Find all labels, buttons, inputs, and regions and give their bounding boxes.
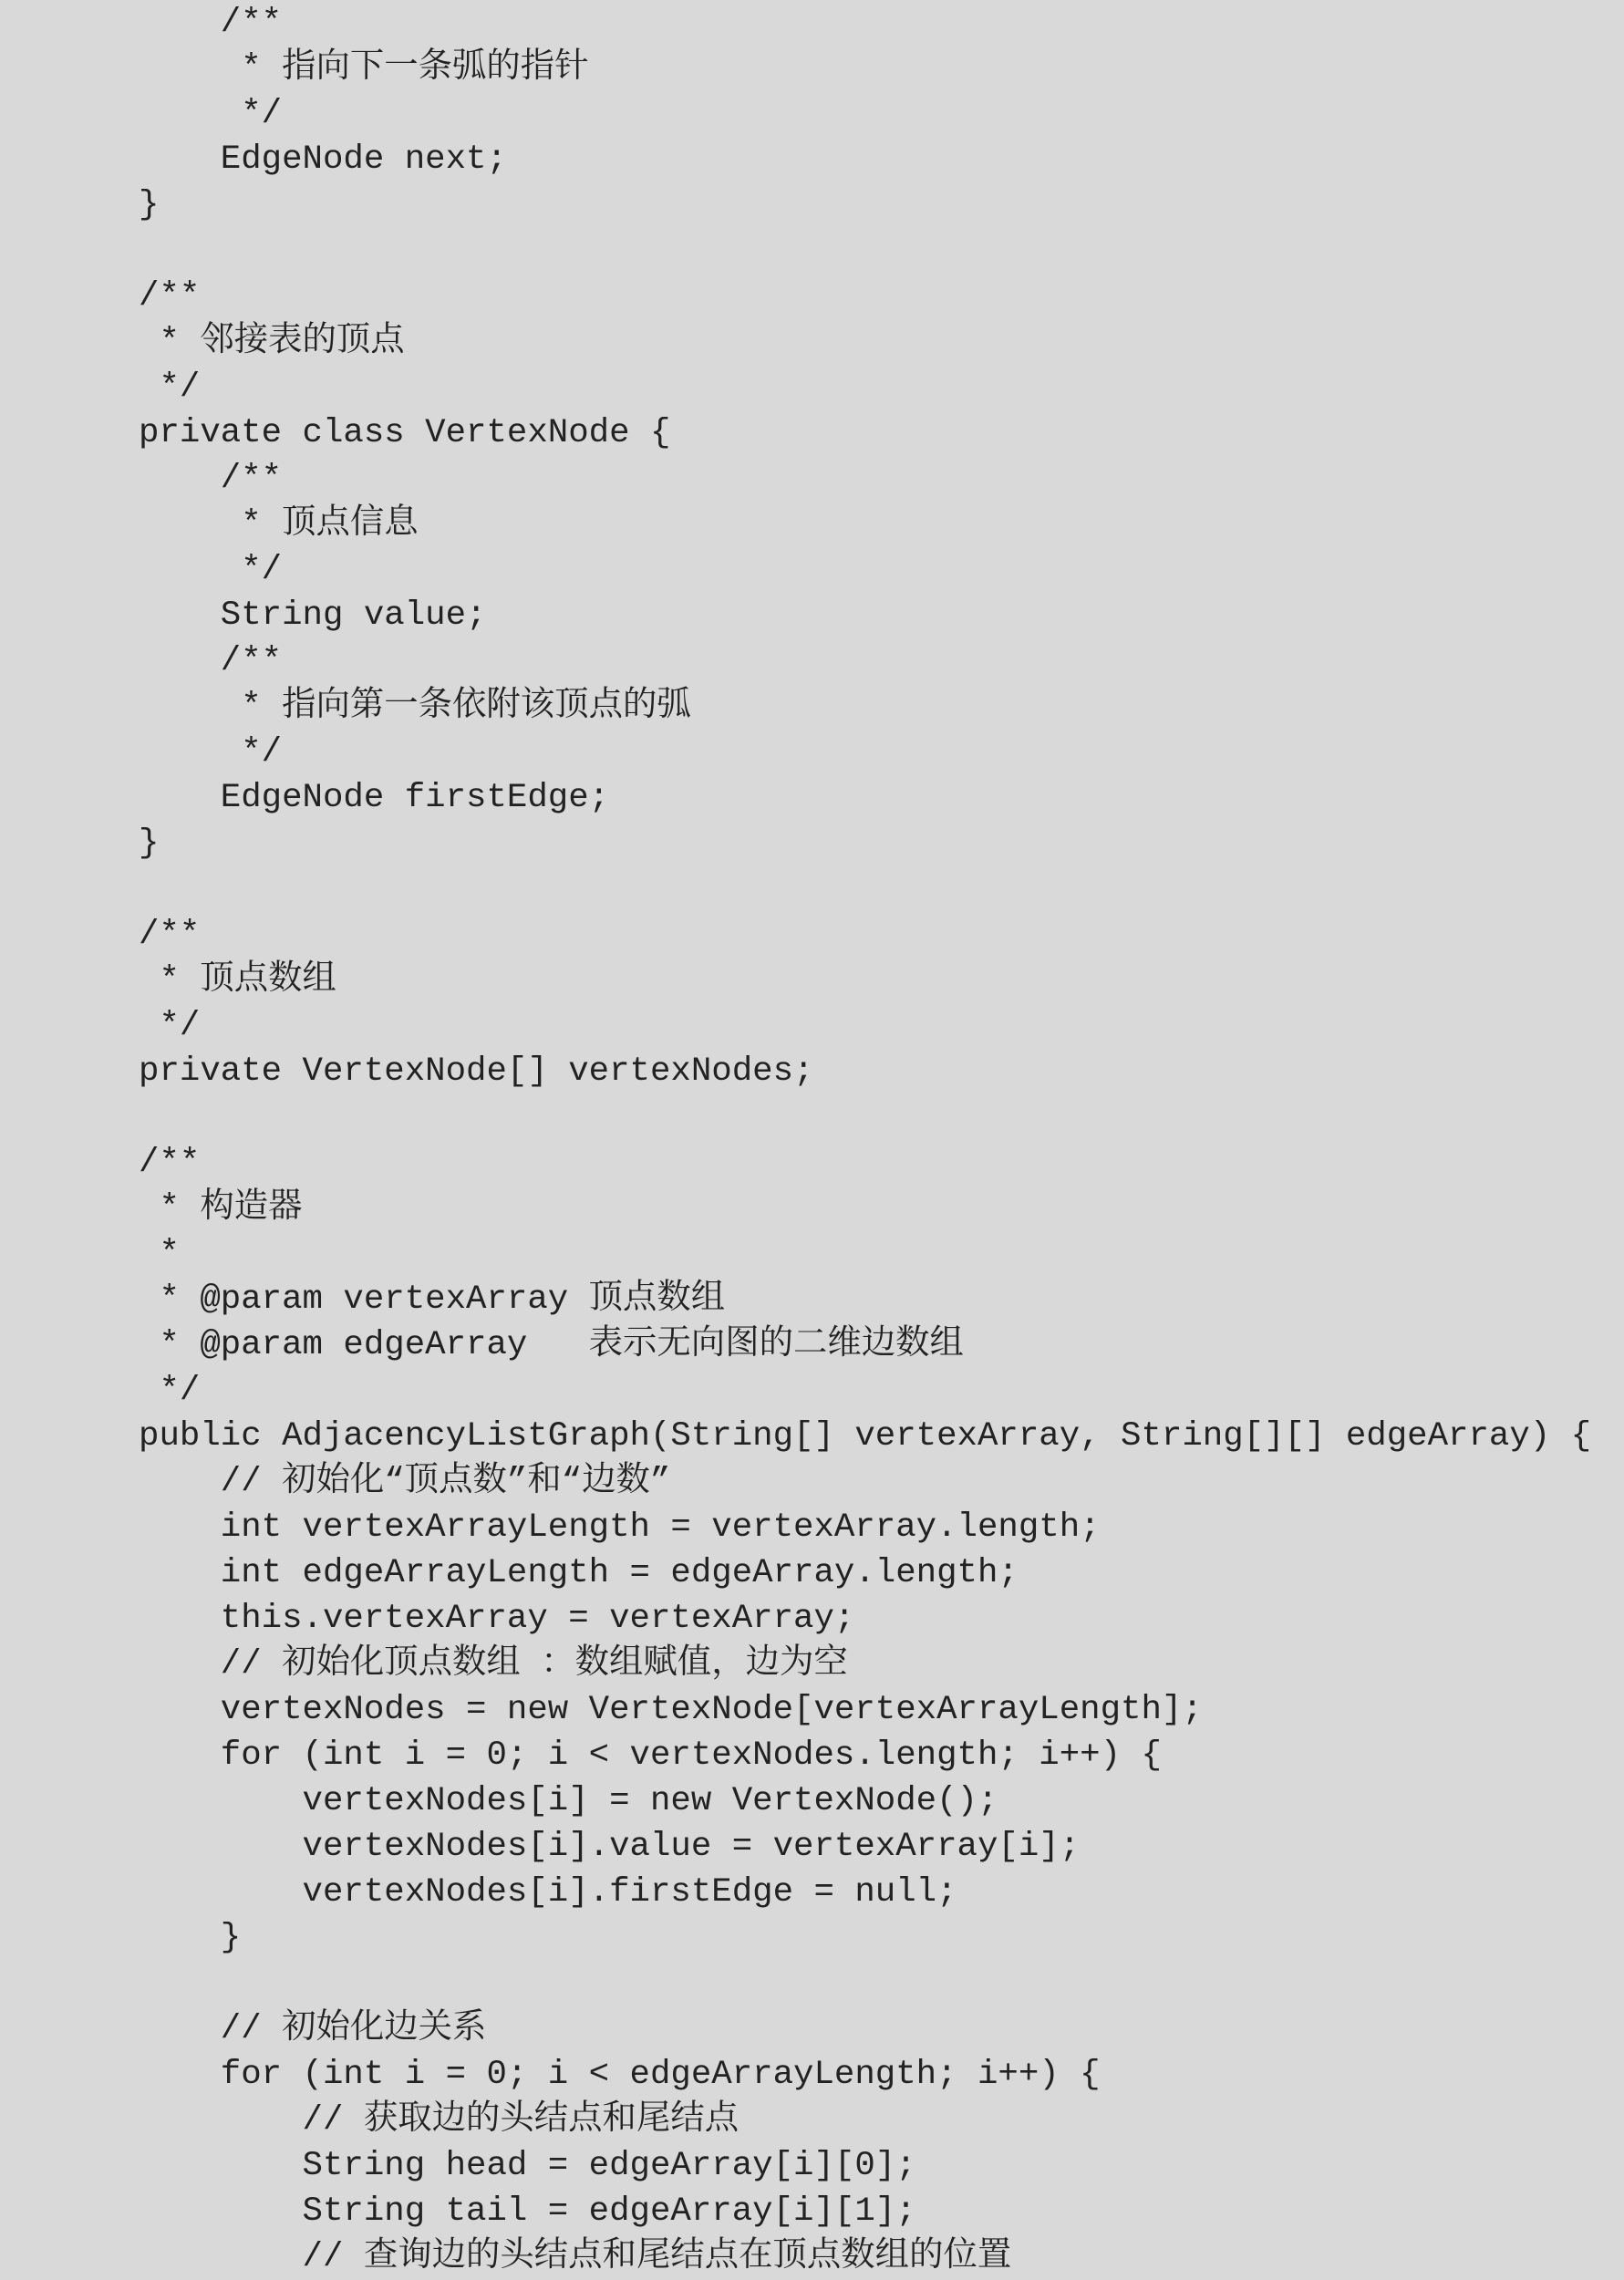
code-line: this.vertexArray = vertexArray; xyxy=(139,1600,855,1638)
code-line xyxy=(139,866,1624,912)
code-line: EdgeNode next; xyxy=(139,140,507,179)
code-line: vertexNodes[i].value = vertexArray[i]; xyxy=(139,1828,1081,1866)
code-line: /** xyxy=(139,460,283,498)
code-line: * xyxy=(139,1235,180,1273)
code-line: * 顶点信息 xyxy=(139,505,419,544)
code-line: // 初始化边关系 xyxy=(139,2010,487,2048)
code-line: * 邻接表的顶点 xyxy=(139,323,405,361)
code-line: /** xyxy=(139,277,201,316)
code-line: vertexNodes[i].firstEdge = null; xyxy=(139,1873,957,1912)
code-line: } xyxy=(139,1919,242,1957)
code-line: * @param edgeArray 表示无向图的二维边数组 xyxy=(139,1326,964,1364)
code-line: // 初始化“顶点数”和“边数” xyxy=(139,1463,671,1501)
code-line: */ xyxy=(139,95,283,133)
code-line: String tail = edgeArray[i][1]; xyxy=(139,2192,916,2231)
code-line: for (int i = 0; i < vertexNodes.length; i++) { xyxy=(139,1736,1162,1775)
code-line: int edgeArrayLength = edgeArray.length; xyxy=(139,1554,1019,1592)
code-line: * 顶点数组 xyxy=(139,961,336,1000)
code-line: public AdjacencyListGraph(String[] vertexArray, String[][] edgeArray) { xyxy=(139,1417,1592,1456)
code-line: int vertexArrayLength = vertexArray.length; xyxy=(139,1508,1101,1547)
code-line: // 获取边的头结点和尾结点 xyxy=(139,2101,740,2140)
code-line: * 构造器 xyxy=(139,1189,303,1228)
code-line: // 初始化顶点数组 ：数组赋值，边为空 xyxy=(139,1645,848,1684)
code-line: private VertexNode[] vertexNodes; xyxy=(139,1052,814,1091)
code-line: /** xyxy=(139,916,201,954)
code-line: * 指向第一条依附该顶点的弧 xyxy=(139,688,691,726)
code-line: String head = edgeArray[i][0]; xyxy=(139,2147,916,2185)
code-line: } xyxy=(139,186,160,224)
code-line: */ xyxy=(139,551,283,589)
code-line: * 指向下一条弧的指针 xyxy=(139,49,589,88)
code-line: vertexNodes[i] = new VertexNode(); xyxy=(139,1782,998,1820)
code-line: String value; xyxy=(139,596,487,635)
code-line: private class VertexNode { xyxy=(139,414,671,452)
code-line: vertexNodes = new VertexNode[vertexArrayLength]; xyxy=(139,1691,1203,1729)
code-line: for (int i = 0; i < edgeArrayLength; i++) { xyxy=(139,2056,1101,2094)
code-line: // 查询边的头结点和尾结点在顶点数组的位置 xyxy=(139,2238,1012,2276)
code-line: * @param vertexArray 顶点数组 xyxy=(139,1280,726,1319)
code-line: */ xyxy=(139,1372,201,1410)
code-line: /** xyxy=(139,4,283,42)
code-line: EdgeNode firstEdge; xyxy=(139,779,610,817)
code-line: /** xyxy=(139,1144,201,1182)
code-line: */ xyxy=(139,733,283,772)
code-line: */ xyxy=(139,368,201,407)
code-line xyxy=(139,1094,1624,1140)
code-line xyxy=(139,1961,1624,2006)
code-line: /** xyxy=(139,642,283,680)
code-line: } xyxy=(139,824,160,863)
code-line xyxy=(139,228,1624,274)
code-line: */ xyxy=(139,1007,201,1045)
